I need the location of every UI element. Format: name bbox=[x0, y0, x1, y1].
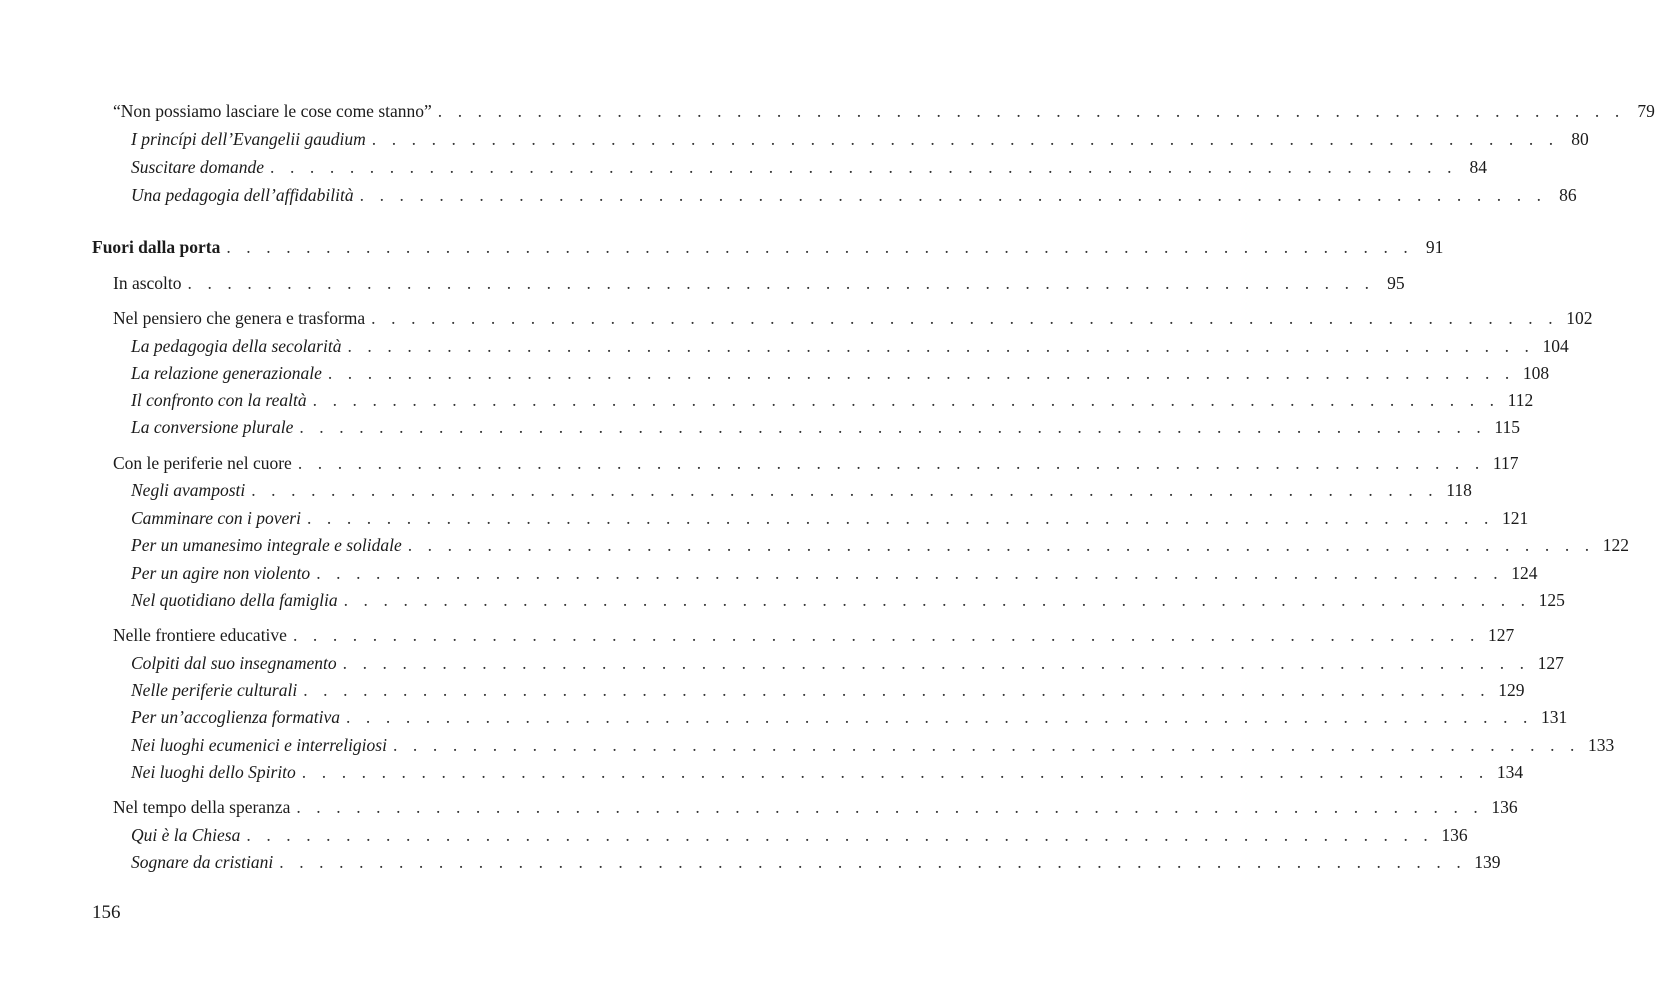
dot-leader: . . . . . . . . . . . . . . . . . . . . . . . . . . . . . . . . . . . . . . . . . . . . . . . . . . . . . . . . . . . . bbox=[292, 625, 1480, 645]
dot-leader: . . . . . . . . . . . . . . . . . . . . . . . . . . . . . . . . . . . . . . . . . . . . . . . . . . . . . . . . . . . . bbox=[279, 852, 1467, 872]
dot-leader: . . . . . . . . . . . . . . . . . . . . . . . . . . . . . . . . . . . . . . . . . . . . . . . . . . . . . . . . . . . . bbox=[299, 417, 1487, 437]
dot-leader: . . . . . . . . . . . . . . . . . . . . . . . . . . . . . . . . . . . . . . . . . . . . . . . . . . . . . . . . . . . . bbox=[226, 237, 1414, 257]
dot-leader: . . . . . . . . . . . . . . . . . . . . . . . . . . . . . . . . . . . . . . . . . . . . . . . . . . . . . . . . . . . . bbox=[303, 680, 1491, 700]
toc-entry bbox=[113, 452, 1519, 474]
dot-leader: . . . . . . . . . . . . . . . . . . . . . . . . . . . . . . . . . . . . . . . . . . . . . . . . . . . . . . . . . . . . bbox=[306, 508, 1494, 528]
toc-entry-page: 136 bbox=[1441, 825, 1468, 845]
toc-entry-title: Nei luoghi dello Spirito bbox=[131, 762, 296, 782]
toc-entry bbox=[131, 679, 1525, 701]
toc-entry-title: Per un umanesimo integrale e solidale bbox=[131, 535, 402, 555]
page-number-footer: 156 bbox=[92, 902, 121, 923]
toc-entry bbox=[131, 589, 1565, 611]
dot-leader: . . . . . . . . . . . . . . . . . . . . . . . . . . . . . . . . . . . . . . . . . . . . . . . . . . . . . . . . . . . . bbox=[437, 101, 1625, 121]
toc-entry-title: Negli avamposti bbox=[131, 480, 246, 500]
toc-entry-page: 79 bbox=[1637, 101, 1655, 121]
toc-entry bbox=[131, 761, 1524, 783]
toc-entry-page: 115 bbox=[1494, 417, 1520, 437]
toc-entry bbox=[131, 734, 1615, 756]
toc-entry-page: 86 bbox=[1559, 185, 1577, 205]
dot-leader: . . . . . . . . . . . . . . . . . . . . . . . . . . . . . . . . . . . . . . . . . . . . . . . . . . . . . . . . . . . . bbox=[251, 480, 1439, 500]
dot-leader: . . . . . . . . . . . . . . . . . . . . . . . . . . . . . . . . . . . . . . . . . . . . . . . . . . . . . . . . . . . . bbox=[371, 129, 1559, 149]
toc-entry-title: Nei luoghi ecumenici e interreligiosi bbox=[131, 735, 387, 755]
toc-entry bbox=[131, 184, 1577, 206]
toc-entry-page: 84 bbox=[1469, 157, 1488, 177]
toc-entry-page: 121 bbox=[1501, 508, 1529, 528]
toc-entry-page: 124 bbox=[1511, 563, 1538, 583]
dot-leader: . . . . . . . . . . . . . . . . . . . . . . . . . . . . . . . . . . . . . . . . . . . . . . . . . . . . . . . . . . . . bbox=[301, 762, 1489, 782]
dot-leader: . . . . . . . . . . . . . . . . . . . . . . . . . . . . . . . . . . . . . . . . . . . . . . . . . . . . . . . . . . . . bbox=[327, 363, 1515, 383]
toc-entry bbox=[131, 156, 1488, 178]
toc-entry-page: 133 bbox=[1588, 735, 1615, 755]
toc-entry bbox=[131, 389, 1534, 411]
toc-entry-title: Nel quotidiano della famiglia bbox=[131, 590, 338, 610]
toc-entry-page: 108 bbox=[1522, 363, 1550, 383]
dot-leader: . . . . . . . . . . . . . . . . . . . . . . . . . . . . . . . . . . . . . . . . . . . . . . . . . . . . . . . . . . . . bbox=[407, 535, 1595, 555]
dot-leader: . . . . . . . . . . . . . . . . . . . . . . . . . . . . . . . . . . . . . . . . . . . . . . . . . . . . . . . . . . . . bbox=[187, 273, 1375, 293]
toc-entry-title: La pedagogia della secolarità bbox=[131, 336, 342, 356]
toc-entry-title: La relazione generazionale bbox=[131, 363, 322, 383]
dot-leader: . . . . . . . . . . . . . . . . . . . . . . . . . . . . . . . . . . . . . . . . . . . . . . . . . . . . . . . . . . . . bbox=[270, 157, 1458, 177]
dot-leader: . . . . . . . . . . . . . . . . . . . . . . . . . . . . . . . . . . . . . . . . . . . . . . . . . . . . . . . . . . . . bbox=[342, 653, 1530, 673]
toc-entry-title: I princípi dell’Evangelii gaudium bbox=[131, 129, 366, 149]
toc-entry-title: La conversione plurale bbox=[131, 417, 294, 437]
toc-entry bbox=[131, 479, 1472, 501]
toc-entry bbox=[113, 100, 1655, 122]
toc-entry-page: 102 bbox=[1566, 308, 1593, 328]
toc-entry-page: 80 bbox=[1571, 129, 1589, 149]
toc-entry-page: 118 bbox=[1446, 480, 1472, 500]
dot-leader: . . . . . . . . . . . . . . . . . . . . . . . . . . . . . . . . . . . . . . . . . . . . . . . . . . . . . . . . . . . . bbox=[347, 336, 1535, 356]
dot-leader: . . . . . . . . . . . . . . . . . . . . . . . . . . . . . . . . . . . . . . . . . . . . . . . . . . . . . . . . . . . . bbox=[392, 735, 1580, 755]
toc-entry bbox=[131, 562, 1538, 584]
dot-leader: . . . . . . . . . . . . . . . . . . . . . . . . . . . . . . . . . . . . . . . . . . . . . . . . . . . . . . . . . . . . bbox=[316, 563, 1504, 583]
toc-entry-page: 139 bbox=[1474, 852, 1501, 872]
toc-entry bbox=[131, 335, 1569, 357]
dot-leader: . . . . . . . . . . . . . . . . . . . . . . . . . . . . . . . . . . . . . . . . . . . . . . . . . . . . . . . . . . . . bbox=[343, 590, 1531, 610]
toc-entry-page: 127 bbox=[1487, 625, 1515, 645]
toc-entry-title: Suscitare domande bbox=[131, 157, 265, 177]
toc-entry-title: Sognare da cristiani bbox=[131, 852, 274, 872]
toc-entry-title: Una pedagogia dell’affidabilità bbox=[131, 185, 354, 205]
toc-entry bbox=[131, 652, 1564, 674]
toc-entry bbox=[92, 236, 1444, 258]
toc-entry-title: Per un’accoglienza formativa bbox=[131, 707, 340, 727]
toc-entry-title: Nel pensiero che genera e trasforma bbox=[113, 308, 366, 328]
dot-leader: . . . . . . . . . . . . . . . . . . . . . . . . . . . . . . . . . . . . . . . . . . . . . . . . . . . . . . . . . . . . bbox=[312, 390, 1500, 410]
dot-leader: . . . . . . . . . . . . . . . . . . . . . . . . . . . . . . . . . . . . . . . . . . . . . . . . . . . . . . . . . . . . bbox=[296, 797, 1484, 817]
dot-leader: . . . . . . . . . . . . . . . . . . . . . . . . . . . . . . . . . . . . . . . . . . . . . . . . . . . . . . . . . . . . bbox=[246, 825, 1434, 845]
toc-entry-title: Qui è la Chiesa bbox=[131, 825, 241, 845]
toc-entry-page: 129 bbox=[1498, 680, 1525, 700]
toc-entry-title: Colpiti dal suo insegnamento bbox=[131, 653, 337, 673]
toc-entry bbox=[131, 416, 1520, 438]
toc-entry bbox=[131, 706, 1568, 728]
toc-entry bbox=[113, 272, 1405, 294]
toc-entry bbox=[113, 307, 1593, 329]
toc-entry-title: Nel tempo della speranza bbox=[113, 797, 291, 817]
toc-entry-title: Nelle periferie culturali bbox=[131, 680, 298, 700]
toc-entry bbox=[131, 851, 1501, 873]
toc-entry bbox=[131, 128, 1589, 150]
toc-entry-page: 104 bbox=[1542, 336, 1569, 356]
toc-entry-page: 112 bbox=[1507, 390, 1534, 410]
toc-entry-page: 125 bbox=[1538, 590, 1565, 610]
dot-leader: . . . . . . . . . . . . . . . . . . . . . . . . . . . . . . . . . . . . . . . . . . . . . . . . . . . . . . . . . . . . bbox=[371, 308, 1559, 328]
toc-entry bbox=[113, 624, 1515, 646]
toc-entry-title: Il confronto con la realtà bbox=[131, 390, 307, 410]
toc-entry bbox=[131, 362, 1550, 384]
toc-entry bbox=[131, 534, 1630, 556]
dot-leader: . . . . . . . . . . . . . . . . . . . . . . . . . . . . . . . . . . . . . . . . . . . . . . . . . . . . . . . . . . . . bbox=[359, 185, 1547, 205]
toc-entry-title: Camminare con i poveri bbox=[131, 508, 301, 528]
toc-entry-title: In ascolto bbox=[113, 273, 182, 293]
toc-entry bbox=[131, 824, 1468, 846]
toc-entry-title: “Non possiamo lasciare le cose come stanno” bbox=[113, 101, 432, 121]
toc-entry-title: Nelle frontiere educative bbox=[113, 625, 287, 645]
toc-entry bbox=[113, 796, 1518, 818]
toc-entry-page: 95 bbox=[1387, 273, 1405, 293]
toc-entry-page: 131 bbox=[1541, 707, 1568, 727]
toc-entry bbox=[131, 507, 1529, 529]
toc-entry-title: Con le periferie nel cuore bbox=[113, 453, 292, 473]
dot-leader: . . . . . . . . . . . . . . . . . . . . . . . . . . . . . . . . . . . . . . . . . . . . . . . . . . . . . . . . . . . . bbox=[297, 453, 1485, 473]
toc-entry-page: 122 bbox=[1602, 535, 1630, 555]
toc-entry-page: 117 bbox=[1492, 453, 1519, 473]
toc-entry-page: 134 bbox=[1496, 762, 1524, 782]
toc-entry-title: Per un agire non violento bbox=[131, 563, 311, 583]
dot-leader: . . . . . . . . . . . . . . . . . . . . . . . . . . . . . . . . . . . . . . . . . . . . . . . . . . . . . . . . . . . . bbox=[345, 707, 1534, 727]
toc-entry-page: 127 bbox=[1537, 653, 1564, 673]
toc-entry-title: Fuori dalla porta bbox=[92, 237, 221, 257]
toc-entry-page: 91 bbox=[1425, 237, 1444, 257]
toc-entry-page: 136 bbox=[1491, 797, 1518, 817]
